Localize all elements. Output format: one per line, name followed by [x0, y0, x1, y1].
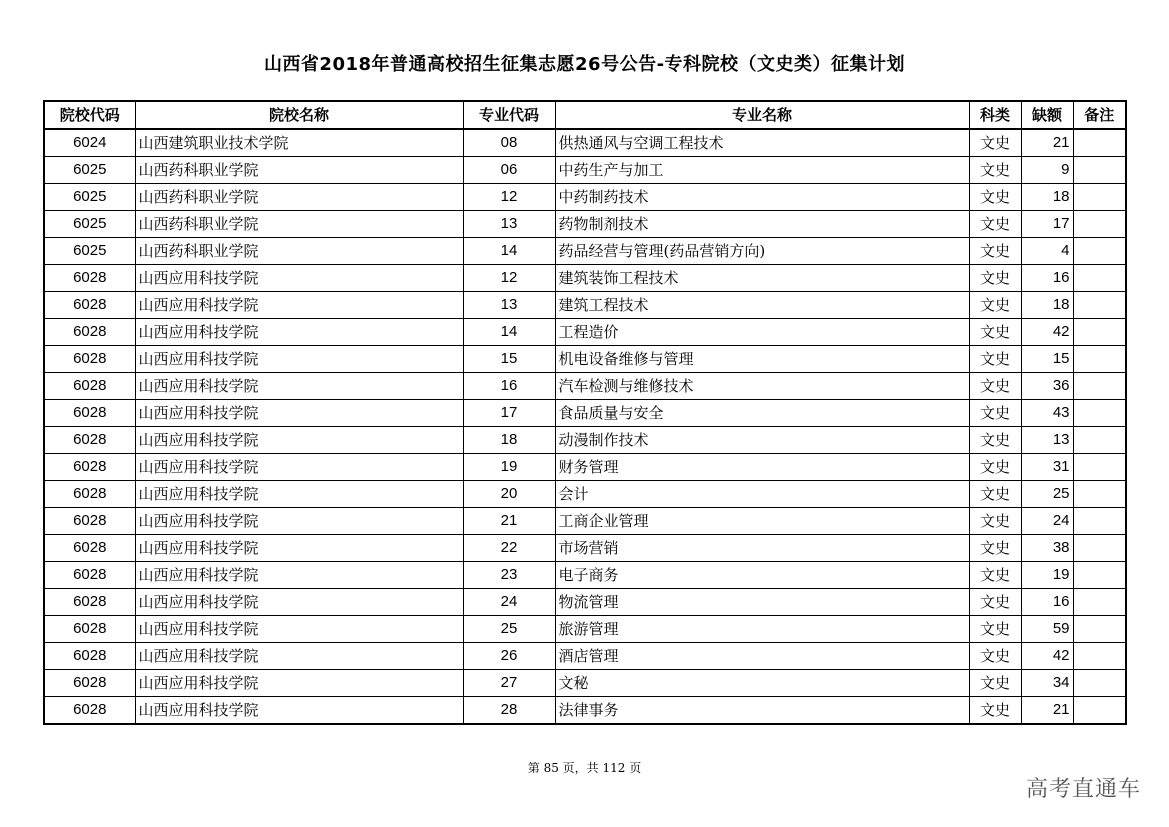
- table-row: [44, 454, 1126, 481]
- major-name-cell: 财务管理: [555, 454, 969, 481]
- remarks-cell: [1073, 292, 1126, 319]
- major-code-cell: 24: [463, 589, 555, 616]
- major-name-cell: 中药制药技术: [555, 184, 969, 211]
- school-code-cell: 6025: [44, 184, 135, 211]
- header-school-name: 院校名称: [135, 101, 463, 129]
- header-category: 科类: [969, 101, 1021, 129]
- table-row: [44, 184, 1126, 211]
- school-code-cell: 6028: [44, 454, 135, 481]
- major-name-cell: 工程造价: [555, 319, 969, 346]
- school-name-cell: 山西药科职业学院: [135, 211, 463, 238]
- enrollment-plan-table: [43, 100, 1127, 725]
- vacancy-cell: 16: [1021, 589, 1073, 616]
- major-name-cell: 建筑工程技术: [555, 292, 969, 319]
- header-school-code: 院校代码: [44, 101, 135, 129]
- major-code-cell: 12: [463, 184, 555, 211]
- category-cell: 文史: [969, 184, 1021, 211]
- category-cell: 文史: [969, 157, 1021, 184]
- school-code-cell: 6028: [44, 535, 135, 562]
- table-row: [44, 292, 1126, 319]
- category-cell: 文史: [969, 211, 1021, 238]
- school-name-cell: 山西药科职业学院: [135, 238, 463, 265]
- school-name-cell: 山西药科职业学院: [135, 184, 463, 211]
- major-code-cell: 06: [463, 157, 555, 184]
- school-code-cell: 6028: [44, 562, 135, 589]
- major-name-cell: 旅游管理: [555, 616, 969, 643]
- table-body: [44, 129, 1126, 724]
- major-name-cell: 供热通风与空调工程技术: [555, 129, 969, 157]
- major-code-cell: 08: [463, 129, 555, 157]
- table-row: [44, 129, 1126, 157]
- school-name-cell: 山西应用科技学院: [135, 454, 463, 481]
- category-cell: 文史: [969, 373, 1021, 400]
- major-name-cell: 建筑装饰工程技术: [555, 265, 969, 292]
- category-cell: 文史: [969, 589, 1021, 616]
- major-code-cell: 25: [463, 616, 555, 643]
- header-vacancy: 缺额: [1021, 101, 1073, 129]
- school-code-cell: 6025: [44, 238, 135, 265]
- school-code-cell: 6028: [44, 643, 135, 670]
- table-row: [44, 319, 1126, 346]
- school-name-cell: 山西应用科技学院: [135, 427, 463, 454]
- major-code-cell: 13: [463, 292, 555, 319]
- school-code-cell: 6028: [44, 589, 135, 616]
- category-cell: 文史: [969, 265, 1021, 292]
- page-number: 第 85 页，共 112 页: [527, 761, 642, 775]
- remarks-cell: [1073, 265, 1126, 292]
- vacancy-cell: 24: [1021, 508, 1073, 535]
- vacancy-cell: 19: [1021, 562, 1073, 589]
- major-code-cell: 12: [463, 265, 555, 292]
- remarks-cell: [1073, 157, 1126, 184]
- vacancy-cell: 13: [1021, 427, 1073, 454]
- remarks-cell: [1073, 616, 1126, 643]
- school-name-cell: 山西应用科技学院: [135, 400, 463, 427]
- watermark-logo: 高考直通车: [1025, 777, 1141, 802]
- table-row: [44, 346, 1126, 373]
- major-code-cell: 17: [463, 400, 555, 427]
- remarks-cell: [1073, 427, 1126, 454]
- table-row: [44, 265, 1126, 292]
- major-name-cell: 中药生产与加工: [555, 157, 969, 184]
- table-row: [44, 238, 1126, 265]
- vacancy-cell: 21: [1021, 697, 1073, 725]
- school-name-cell: 山西药科职业学院: [135, 157, 463, 184]
- major-name-cell: 汽车检测与维修技术: [555, 373, 969, 400]
- category-cell: 文史: [969, 562, 1021, 589]
- school-code-cell: 6028: [44, 481, 135, 508]
- category-cell: 文史: [969, 508, 1021, 535]
- remarks-cell: [1073, 508, 1126, 535]
- vacancy-cell: 31: [1021, 454, 1073, 481]
- table-row: [44, 643, 1126, 670]
- school-name-cell: 山西建筑职业技术学院: [135, 129, 463, 157]
- category-cell: 文史: [969, 535, 1021, 562]
- vacancy-cell: 59: [1021, 616, 1073, 643]
- major-name-cell: 药品经营与管理(药品营销方向): [555, 238, 969, 265]
- major-code-cell: 14: [463, 319, 555, 346]
- vacancy-cell: 15: [1021, 346, 1073, 373]
- remarks-cell: [1073, 211, 1126, 238]
- remarks-cell: [1073, 129, 1126, 157]
- category-cell: 文史: [969, 670, 1021, 697]
- category-cell: 文史: [969, 697, 1021, 725]
- table-row: [44, 211, 1126, 238]
- vacancy-cell: 17: [1021, 211, 1073, 238]
- table-row: [44, 508, 1126, 535]
- category-cell: 文史: [969, 427, 1021, 454]
- major-code-cell: 22: [463, 535, 555, 562]
- major-name-cell: 物流管理: [555, 589, 969, 616]
- school-code-cell: 6028: [44, 616, 135, 643]
- table-row: [44, 562, 1126, 589]
- category-cell: 文史: [969, 454, 1021, 481]
- school-code-cell: 6028: [44, 346, 135, 373]
- remarks-cell: [1073, 535, 1126, 562]
- school-code-cell: 6028: [44, 292, 135, 319]
- table-row: [44, 481, 1126, 508]
- remarks-cell: [1073, 454, 1126, 481]
- school-code-cell: 6025: [44, 157, 135, 184]
- vacancy-cell: 9: [1021, 157, 1073, 184]
- major-name-cell: 酒店管理: [555, 643, 969, 670]
- major-code-cell: 18: [463, 427, 555, 454]
- table-row: [44, 373, 1126, 400]
- header-major-name: 专业名称: [555, 101, 969, 129]
- table-row: [44, 427, 1126, 454]
- table-row: [44, 535, 1126, 562]
- remarks-cell: [1073, 589, 1126, 616]
- school-code-cell: 6028: [44, 670, 135, 697]
- category-cell: 文史: [969, 643, 1021, 670]
- table-row: [44, 616, 1126, 643]
- vacancy-cell: 36: [1021, 373, 1073, 400]
- remarks-cell: [1073, 481, 1126, 508]
- school-name-cell: 山西应用科技学院: [135, 616, 463, 643]
- vacancy-cell: 21: [1021, 129, 1073, 157]
- school-name-cell: 山西应用科技学院: [135, 508, 463, 535]
- vacancy-cell: 43: [1021, 400, 1073, 427]
- vacancy-cell: 18: [1021, 184, 1073, 211]
- header-remarks: 备注: [1073, 101, 1126, 129]
- vacancy-cell: 4: [1021, 238, 1073, 265]
- vacancy-cell: 25: [1021, 481, 1073, 508]
- remarks-cell: [1073, 238, 1126, 265]
- school-code-cell: 6028: [44, 508, 135, 535]
- table-row: [44, 157, 1126, 184]
- major-code-cell: 15: [463, 346, 555, 373]
- header-major-code: 专业代码: [463, 101, 555, 129]
- vacancy-cell: 16: [1021, 265, 1073, 292]
- school-name-cell: 山西应用科技学院: [135, 319, 463, 346]
- remarks-cell: [1073, 670, 1126, 697]
- school-code-cell: 6028: [44, 697, 135, 725]
- major-name-cell: 电子商务: [555, 562, 969, 589]
- category-cell: 文史: [969, 292, 1021, 319]
- major-name-cell: 会计: [555, 481, 969, 508]
- school-code-cell: 6028: [44, 265, 135, 292]
- remarks-cell: [1073, 562, 1126, 589]
- major-name-cell: 食品质量与安全: [555, 400, 969, 427]
- major-code-cell: 21: [463, 508, 555, 535]
- school-name-cell: 山西应用科技学院: [135, 292, 463, 319]
- table-row: [44, 400, 1126, 427]
- vacancy-cell: 18: [1021, 292, 1073, 319]
- major-code-cell: 13: [463, 211, 555, 238]
- major-code-cell: 26: [463, 643, 555, 670]
- category-cell: 文史: [969, 238, 1021, 265]
- major-name-cell: 文秘: [555, 670, 969, 697]
- school-name-cell: 山西应用科技学院: [135, 535, 463, 562]
- school-name-cell: 山西应用科技学院: [135, 643, 463, 670]
- remarks-cell: [1073, 400, 1126, 427]
- major-name-cell: 工商企业管理: [555, 508, 969, 535]
- major-name-cell: 法律事务: [555, 697, 969, 725]
- vacancy-cell: 42: [1021, 319, 1073, 346]
- school-code-cell: 6025: [44, 211, 135, 238]
- school-code-cell: 6024: [44, 129, 135, 157]
- school-code-cell: 6028: [44, 400, 135, 427]
- school-name-cell: 山西应用科技学院: [135, 346, 463, 373]
- category-cell: 文史: [969, 319, 1021, 346]
- school-name-cell: 山西应用科技学院: [135, 697, 463, 725]
- table-header-row: [44, 101, 1126, 129]
- category-cell: 文史: [969, 346, 1021, 373]
- major-code-cell: 19: [463, 454, 555, 481]
- school-code-cell: 6028: [44, 373, 135, 400]
- major-name-cell: 药物制剂技术: [555, 211, 969, 238]
- school-code-cell: 6028: [44, 319, 135, 346]
- remarks-cell: [1073, 697, 1126, 725]
- major-name-cell: 动漫制作技术: [555, 427, 969, 454]
- major-code-cell: 20: [463, 481, 555, 508]
- major-code-cell: 14: [463, 238, 555, 265]
- school-name-cell: 山西应用科技学院: [135, 589, 463, 616]
- remarks-cell: [1073, 184, 1126, 211]
- school-code-cell: 6028: [44, 427, 135, 454]
- category-cell: 文史: [969, 400, 1021, 427]
- table-row: [44, 697, 1126, 725]
- category-cell: 文史: [969, 129, 1021, 157]
- school-name-cell: 山西应用科技学院: [135, 265, 463, 292]
- major-name-cell: 机电设备维修与管理: [555, 346, 969, 373]
- remarks-cell: [1073, 319, 1126, 346]
- table-row: [44, 589, 1126, 616]
- remarks-cell: [1073, 643, 1126, 670]
- category-cell: 文史: [969, 481, 1021, 508]
- school-name-cell: 山西应用科技学院: [135, 481, 463, 508]
- school-name-cell: 山西应用科技学院: [135, 373, 463, 400]
- school-name-cell: 山西应用科技学院: [135, 562, 463, 589]
- major-code-cell: 28: [463, 697, 555, 725]
- vacancy-cell: 34: [1021, 670, 1073, 697]
- document-title: 山西省2018年普通高校招生征集志愿26号公告-专科院校（文史类）征集计划: [263, 54, 906, 75]
- remarks-cell: [1073, 373, 1126, 400]
- major-code-cell: 27: [463, 670, 555, 697]
- vacancy-cell: 38: [1021, 535, 1073, 562]
- remarks-cell: [1073, 346, 1126, 373]
- major-name-cell: 市场营销: [555, 535, 969, 562]
- major-code-cell: 16: [463, 373, 555, 400]
- category-cell: 文史: [969, 616, 1021, 643]
- table-row: [44, 670, 1126, 697]
- vacancy-cell: 42: [1021, 643, 1073, 670]
- major-code-cell: 23: [463, 562, 555, 589]
- school-name-cell: 山西应用科技学院: [135, 670, 463, 697]
